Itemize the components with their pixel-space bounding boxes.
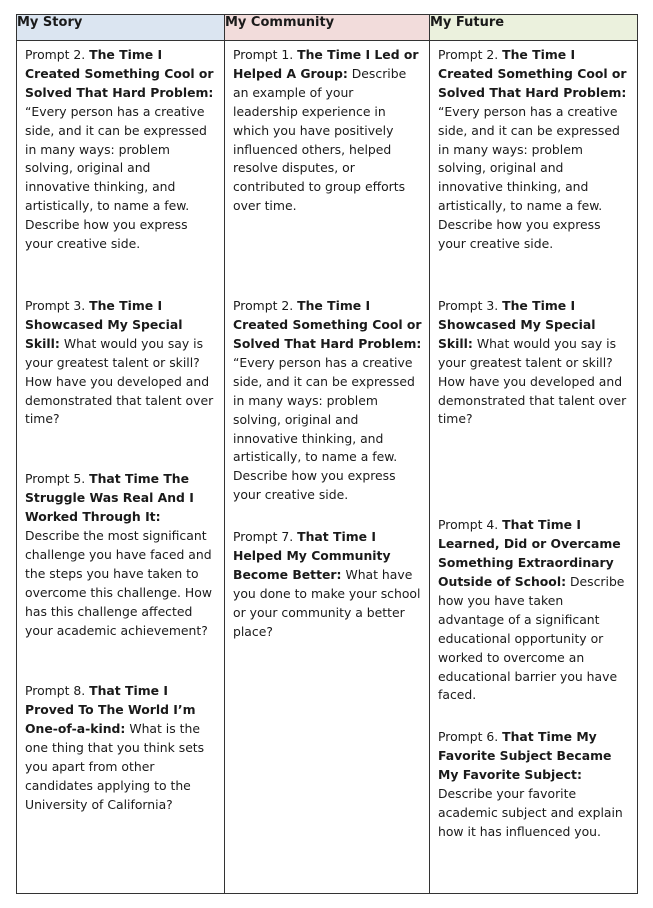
prompt-number: Prompt 8. (25, 683, 90, 699)
prompt-title: That Time My Favorite Subject Became My Favorite Subject: (438, 729, 612, 783)
prompt-block (430, 297, 637, 429)
prompt-title: The Time I Created Something Cool or Solved That Hard Problem: (233, 298, 422, 351)
prompt-number: Prompt 2. (438, 47, 503, 62)
header-my-story: My Story (17, 15, 225, 41)
prompt-body: Describe your favorite academic subject and explain how it has influenced you. (438, 786, 623, 839)
prompt-block (17, 470, 224, 640)
prompt-body: What is the one thing that you think sets you apart from other candidates applying to the University of California? (25, 721, 205, 812)
header-row (17, 15, 638, 41)
header-my-community: My Community (225, 15, 430, 41)
prompt-title: The Time I Showcased My Special Skill: (438, 297, 596, 351)
prompt-block (430, 728, 637, 841)
prompt-block (225, 46, 429, 216)
prompt-number: Prompt 3. (438, 297, 503, 313)
prompt-number: Prompt 7. (233, 529, 298, 545)
content-row (17, 41, 638, 894)
prompt-number: Prompt 6. (438, 729, 503, 745)
prompt-block (430, 516, 637, 705)
prompt-number: Prompt 4. (438, 517, 503, 533)
prompt-body: Describe an example of your leadership experience in which you have positively influenced others, helped resolve disputes, or contributed to group efforts over time. (233, 65, 407, 214)
prompt-block (17, 297, 224, 429)
prompt-title: The Time I Created Something Cool or Solved That Hard Problem: (438, 47, 627, 100)
column-my-story (17, 41, 225, 894)
prompt-title: That Time I Helped My Community Become Better: (233, 529, 391, 582)
prompt-title: The Time I Led or Helped A Group: (233, 47, 419, 81)
prompt-title: That Time I Learned, Did or Overcame Something Extraordinary Outside of School: (438, 517, 621, 590)
prompt-block (17, 46, 224, 254)
prompt-number: Prompt 1. (233, 47, 298, 62)
prompt-title: That Time I Proved To The World I’m One-of-a-kind: (25, 683, 196, 737)
prompt-number: Prompt 5. (25, 471, 90, 487)
prompt-number: Prompt 2. (25, 47, 90, 62)
column-my-community (225, 41, 430, 894)
prompt-block (225, 297, 429, 505)
column-my-future (430, 41, 638, 894)
prompt-block (225, 528, 429, 641)
prompt-number: Prompt 3. (25, 297, 90, 313)
prompt-title: The Time I Showcased My Special Skill: (25, 297, 183, 351)
prompt-block (430, 46, 637, 254)
prompts-table (16, 14, 638, 894)
prompt-body: Describe the most significant challenge you have faced and the steps you have taken to overcome this challenge. How has this challenge affected your academic achievement? (25, 528, 212, 638)
prompt-body: “Every person has a creative side, and it can be expressed in many ways: problem solving, original and innovative thinking, and artistically, to name a few. Describe how you express your creative side. (438, 103, 620, 252)
prompt-number: Prompt 2. (233, 298, 298, 314)
prompt-body: “Every person has a creative side, and it can be expressed in many ways: problem solving, original and innovative thinking, and artistically, to name a few. Describe how you express your creative side. (25, 103, 207, 252)
prompt-body: “Every person has a creative side, and it can be expressed in many ways: problem solving, original and innovative thinking, and artistically, to name a few. Describe how you express your creative side. (233, 354, 415, 503)
prompt-body: Describe how you have taken advantage of a significant educational opportunity or worked to overcome an educational barrier you have faced. (438, 574, 625, 703)
prompt-block (17, 682, 224, 814)
prompt-body: What have you done to make your school or your community a better place? (233, 566, 421, 639)
prompt-body: What would you say is your greatest talent or skill? How have you developed and demonstrated that talent over time? (438, 335, 627, 427)
prompt-title: That Time The Struggle Was Real And I Worked Through It: (25, 471, 194, 525)
prompt-title: The Time I Created Something Cool or Solved That Hard Problem: (25, 47, 214, 100)
header-my-future: My Future (430, 15, 638, 41)
prompt-body: What would you say is your greatest talent or skill? How have you developed and demonstrated that talent over time? (25, 335, 214, 427)
